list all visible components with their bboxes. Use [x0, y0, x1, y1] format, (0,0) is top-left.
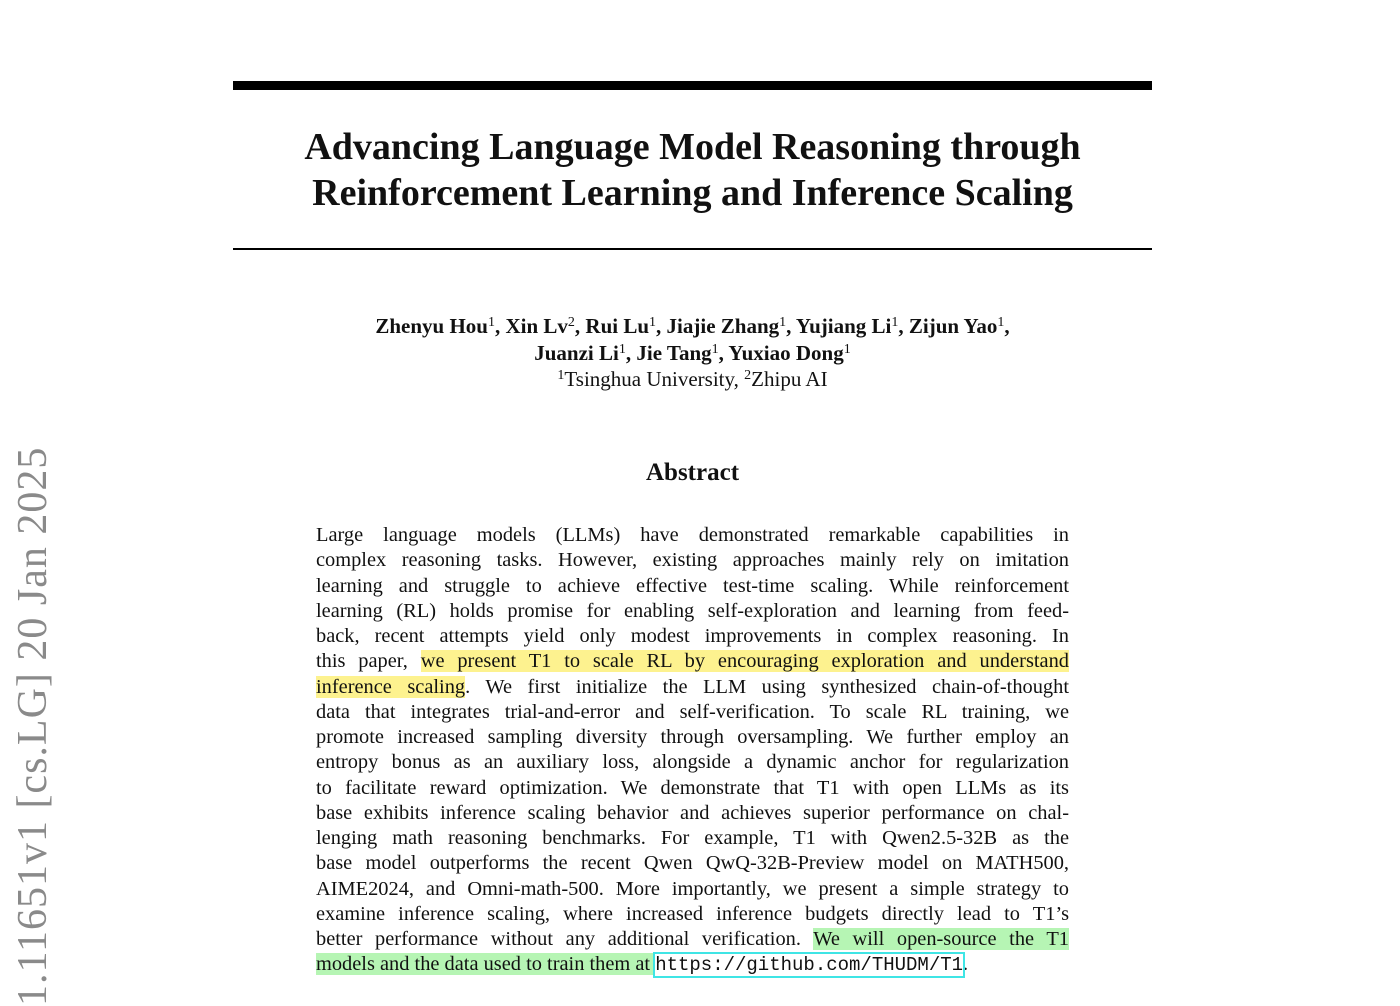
- affiliation-mark: 2: [744, 368, 752, 383]
- green-highlight: models and the data used to train them at: [316, 953, 656, 976]
- arxiv-sidebar-stamp: 1.11651v1 [cs.LG] 20 Jan 2025: [10, 446, 56, 1006]
- abstract-line: base model outperforms the recent Qwen QwQ-32B-Preview model on MATH500,: [316, 852, 1069, 875]
- abstract-line: learning (RL) holds promise for enabling self-exploration and learning from feed-: [316, 599, 1069, 622]
- green-highlight: We will open-source the T1: [813, 928, 1069, 950]
- affiliation-name: Zhipu AI: [751, 367, 828, 391]
- title-top-rule: [233, 81, 1152, 90]
- abstract-line: data that integrates trial-and-error and self-verification. To scale RL training, we: [316, 700, 1069, 723]
- author-affiliation-mark: 1: [711, 341, 719, 357]
- author-name: Zijun Yao: [908, 314, 998, 338]
- abstract-line: [316, 675, 1069, 700]
- author-name: Rui Lu: [585, 314, 650, 338]
- author-separator: ,: [786, 314, 796, 338]
- abstract-line: promote increased sampling diversity through oversampling. We further employ an: [316, 726, 1069, 748]
- abstract-line: examine inference scaling, where increased inference budgets directly lead to T1’s: [316, 902, 1069, 925]
- abstract-line: to facilitate reward optimization. We demonstrate that T1 with open LLMs as its: [316, 776, 1069, 799]
- abstract-heading: Abstract: [645, 459, 740, 486]
- affiliation-name: Tsinghua University,: [564, 367, 745, 391]
- title-line-2: Reinforcement Learning and Inference Scaling: [312, 172, 1073, 214]
- abstract-line: entropy bonus as an auxiliary loss, alongside a dynamic anchor for regularization: [316, 751, 1069, 774]
- author-name: Xin Lv: [505, 314, 568, 338]
- abstract-line: complex reasoning tasks. However, existing approaches mainly rely on imitation: [316, 549, 1069, 572]
- author-line-1: [233, 313, 1152, 340]
- abstract-line: [316, 649, 1069, 674]
- title-line-1: Advancing Language Model Reasoning through: [304, 126, 1081, 168]
- abstract-line: Large language models (LLMs) have demonstrated remarkable capabilities in: [316, 524, 1069, 546]
- abstract-text: . We first initialize the LLM using synthesized chain-of-thought: [465, 675, 1069, 698]
- github-link[interactable]: https://github.com/THUDM/T1: [655, 954, 964, 977]
- abstract-text: .: [963, 953, 969, 976]
- abstract-line: lenging math reasoning benchmarks. For example, T1 with Qwen2.5-32B as the: [316, 827, 1069, 849]
- author-affiliation-mark: 1: [649, 315, 657, 330]
- author-name: Yujiang Li: [795, 314, 892, 338]
- author-affiliation-mark: 1: [487, 315, 495, 330]
- abstract-line: base exhibits inference scaling behavior and achieves superior performance on chal-: [316, 801, 1069, 824]
- abstract-line: back, recent attempts yield only modest improvements in complex reasoning. In: [316, 625, 1069, 647]
- author-name: Juanzi Li: [534, 340, 619, 365]
- author-separator: ,: [625, 340, 637, 365]
- yellow-highlight: inference scaling: [316, 675, 466, 698]
- abstract-text: this paper,: [316, 650, 421, 673]
- author-affiliation-mark: 1: [997, 315, 1005, 330]
- author-separator: ,: [718, 340, 729, 365]
- author-name: Zhenyu Hou: [375, 314, 488, 338]
- author-separator: ,: [494, 314, 506, 338]
- paper-title: [233, 124, 1152, 216]
- abstract-line: AIME2024, and Omni-math-500. More importantly, we present a simple strategy to: [316, 877, 1069, 900]
- abstract-body: [316, 523, 1069, 978]
- author-name: Jiajie Zhang: [666, 314, 780, 338]
- author-line-2: [233, 340, 1152, 367]
- author-name: Jie Tang: [636, 340, 712, 365]
- author-affiliation-mark: 1: [891, 315, 899, 330]
- abstract-text: better performance without any additional verification.: [316, 928, 814, 950]
- title-bottom-rule: [233, 248, 1152, 250]
- author-separator: ,: [656, 314, 667, 338]
- affiliation-mark: 1: [557, 368, 565, 383]
- abstract-line: [316, 952, 1069, 977]
- author-affiliation-mark: 1: [618, 341, 626, 357]
- author-separator: ,: [1004, 314, 1010, 338]
- abstract-line: [316, 927, 1069, 952]
- author-separator: ,: [574, 314, 586, 338]
- author-separator: ,: [898, 314, 909, 338]
- author-block: [233, 313, 1152, 393]
- author-affiliation-mark: 1: [843, 341, 851, 357]
- author-affiliation-mark: 1: [779, 315, 787, 330]
- author-affiliation-mark: 2: [567, 315, 575, 330]
- author-name: Yuxiao Dong: [728, 340, 844, 365]
- yellow-highlight: we present T1 to scale RL by encouraging exploration and understand: [420, 650, 1069, 673]
- abstract-line: learning and struggle to achieve effective test-time scaling. While reinforcement: [316, 574, 1069, 597]
- affiliations-line: [233, 366, 1152, 393]
